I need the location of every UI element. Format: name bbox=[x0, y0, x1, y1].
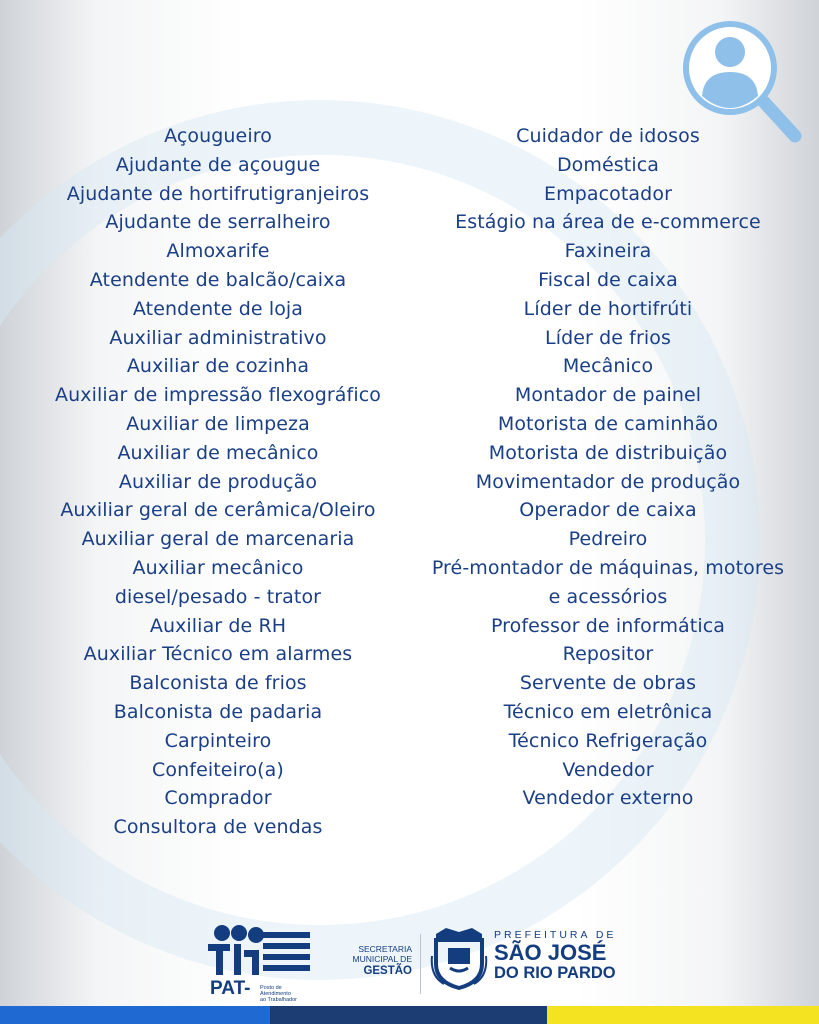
job-title: Pré-montador de máquinas, motores bbox=[431, 556, 785, 579]
pat-subtitle bbox=[260, 985, 312, 1003]
job-title: Vendedor bbox=[562, 758, 654, 781]
city-crest-icon bbox=[430, 926, 488, 990]
job-title: Técnico em eletrônica bbox=[503, 700, 713, 723]
job-title: Faxineira bbox=[564, 240, 652, 263]
job-title: Líder de frios bbox=[545, 326, 671, 349]
color-stripe bbox=[0, 1006, 819, 1024]
stripe-navy bbox=[270, 1006, 547, 1024]
job-title: Repositor bbox=[562, 643, 654, 666]
pat-subtitle-line2: ao Trabalhador bbox=[260, 997, 297, 1003]
job-title: Auxiliar Técnico em alarmes bbox=[83, 643, 353, 666]
job-title: Auxiliar de mecânico bbox=[117, 441, 319, 464]
job-title: Açougueiro bbox=[164, 125, 272, 147]
job-title: Mecânico bbox=[562, 355, 654, 378]
job-title: Estágio na área de e-commerce bbox=[455, 211, 761, 234]
pat-subtitle-line1: Posto de Atendimento bbox=[260, 985, 291, 997]
prefeitura-label bbox=[494, 928, 616, 982]
secretaria-line3: GESTÃO bbox=[363, 965, 412, 977]
job-title: Vendedor externo bbox=[522, 787, 694, 810]
job-title: Cuidador de idosos bbox=[516, 125, 700, 147]
job-title: Professor de informática bbox=[490, 614, 726, 637]
secretaria-line2: MUNICIPAL DE bbox=[352, 954, 412, 964]
job-title: Ajudante de serralheiro bbox=[105, 211, 331, 234]
job-title: Atendente de loja bbox=[132, 297, 304, 320]
job-title: Balconista de frios bbox=[129, 672, 307, 695]
job-title: Técnico Refrigeração bbox=[508, 729, 708, 752]
job-title: Almoxarife bbox=[166, 240, 270, 263]
job-title: Doméstica bbox=[556, 153, 660, 176]
job-title: Consultora de vendas bbox=[113, 816, 323, 839]
job-title: Operador de caixa bbox=[519, 499, 697, 522]
job-title: Auxiliar de limpeza bbox=[126, 412, 310, 435]
job-title: Comprador bbox=[164, 787, 272, 810]
job-title: Motorista de caminhão bbox=[497, 412, 719, 435]
job-title: Carpinteiro bbox=[164, 729, 272, 752]
job-title: Auxiliar de produção bbox=[118, 470, 318, 493]
footer-divider bbox=[420, 934, 421, 994]
job-title: e acessórios bbox=[548, 585, 668, 608]
stripe-blue bbox=[0, 1006, 270, 1024]
job-title: Pedreiro bbox=[568, 528, 648, 551]
job-title: Servente de obras bbox=[519, 672, 697, 695]
pat-logo bbox=[208, 924, 312, 1003]
job-title: Auxiliar de impressão flexográfico bbox=[54, 384, 381, 407]
job-title: Montador de painel bbox=[514, 384, 702, 407]
stripe-yellow bbox=[547, 1006, 819, 1024]
secretaria-line1: SECRETARIA bbox=[358, 944, 412, 954]
job-title: Balconista de padaria bbox=[113, 700, 323, 723]
pat-label: PAT- bbox=[210, 978, 251, 999]
prefeitura-line1: PREFEITURA DE bbox=[494, 929, 617, 941]
job-title: Auxiliar mecânico bbox=[132, 556, 304, 579]
job-title: Atendente de balcão/caixa bbox=[89, 268, 347, 291]
prefeitura-line2: SÃO JOSÉ bbox=[494, 940, 607, 965]
secretaria-label bbox=[336, 944, 412, 978]
pat-logo-icon bbox=[208, 924, 312, 980]
job-title: diesel/pesado - trator bbox=[114, 585, 322, 608]
job-list-right bbox=[408, 122, 808, 813]
job-title: Auxiliar geral de marcenaria bbox=[81, 528, 355, 551]
prefeitura-line3: DO RIO PARDO bbox=[494, 964, 616, 982]
job-title: Ajudante de açougue bbox=[115, 153, 321, 176]
job-title: Auxiliar geral de cerâmica/Oleiro bbox=[60, 499, 376, 522]
job-title: Auxiliar de cozinha bbox=[126, 355, 310, 378]
job-title: Empacotador bbox=[544, 182, 672, 205]
job-title: Fiscal de caixa bbox=[538, 268, 678, 291]
job-list-left bbox=[30, 122, 406, 842]
job-title: Auxiliar de RH bbox=[149, 614, 287, 637]
footer-logos bbox=[0, 918, 819, 1008]
job-title: Motorista de distribuição bbox=[488, 441, 728, 464]
job-title: Auxiliar administrativo bbox=[109, 326, 327, 349]
job-title: Movimentador de produção bbox=[475, 470, 741, 493]
job-title: Confeiteiro(a) bbox=[152, 758, 284, 781]
job-title: Líder de hortifrúti bbox=[523, 297, 693, 320]
job-title: Ajudante de hortifrutigranjeiros bbox=[66, 182, 370, 205]
